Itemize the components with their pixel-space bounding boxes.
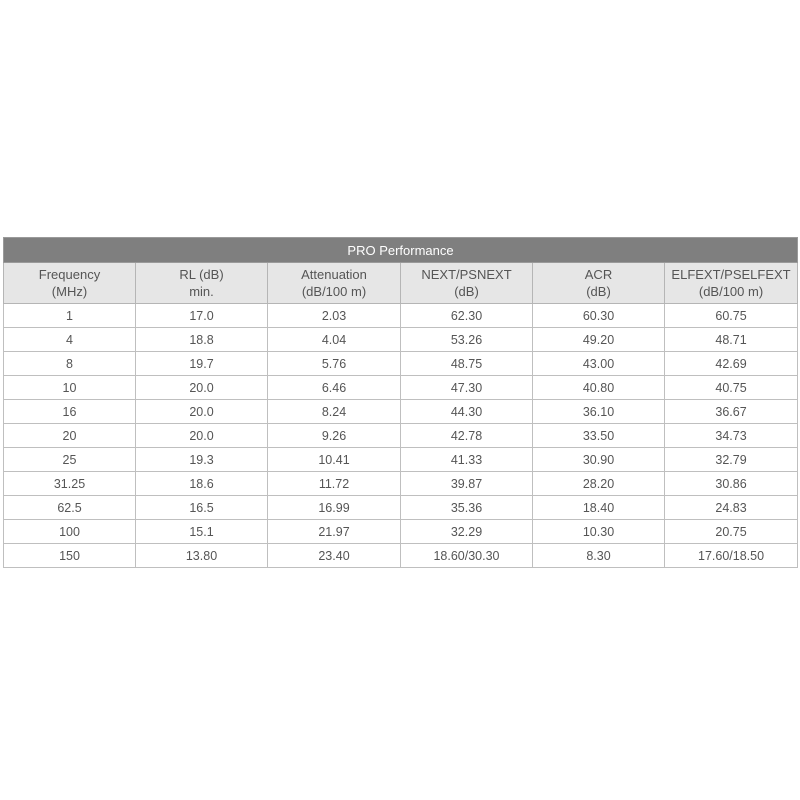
table-row (4, 544, 798, 568)
table-row (4, 424, 798, 448)
cell-attenuation: 6.46 (268, 376, 401, 400)
header-frequency-line2: (MHz) (51, 284, 88, 299)
cell-next: 44.30 (401, 400, 533, 424)
cell-next: 35.36 (401, 496, 533, 520)
table-row (4, 400, 798, 424)
cell-acr: 18.40 (533, 496, 665, 520)
cell-frequency: 10 (4, 376, 136, 400)
cell-frequency: 16 (4, 400, 136, 424)
cell-acr: 8.30 (533, 544, 665, 568)
table-row (4, 448, 798, 472)
cell-frequency: 31.25 (4, 472, 136, 496)
cell-next: 53.26 (401, 328, 533, 352)
header-attenuation-line2: (dB/100 m) (301, 284, 367, 299)
cell-frequency: 4 (4, 328, 136, 352)
header-frequency (4, 263, 136, 304)
cell-elfext: 34.73 (665, 424, 798, 448)
header-elfext-line2: (dB/100 m) (698, 284, 764, 299)
cell-acr: 30.90 (533, 448, 665, 472)
cell-elfext: 48.71 (665, 328, 798, 352)
table-row (4, 304, 798, 328)
cell-rl: 18.8 (136, 328, 268, 352)
cell-attenuation: 21.97 (268, 520, 401, 544)
cell-attenuation: 23.40 (268, 544, 401, 568)
header-acr-line2: (dB) (586, 284, 611, 299)
cell-rl: 20.0 (136, 376, 268, 400)
cell-attenuation: 2.03 (268, 304, 401, 328)
cell-frequency: 100 (4, 520, 136, 544)
cell-attenuation: 11.72 (268, 472, 401, 496)
cell-acr: 60.30 (533, 304, 665, 328)
table-row (4, 496, 798, 520)
performance-table (3, 237, 798, 568)
header-acr-line1: ACR (584, 267, 613, 282)
cell-next: 62.30 (401, 304, 533, 328)
header-attenuation-line1: Attenuation (301, 267, 367, 282)
cell-rl: 19.7 (136, 352, 268, 376)
cell-acr: 33.50 (533, 424, 665, 448)
cell-acr: 43.00 (533, 352, 665, 376)
cell-elfext: 36.67 (665, 400, 798, 424)
table-row (4, 472, 798, 496)
cell-attenuation: 8.24 (268, 400, 401, 424)
table-row (4, 352, 798, 376)
cell-next: 48.75 (401, 352, 533, 376)
performance-table-container (3, 237, 797, 568)
cell-elfext: 32.79 (665, 448, 798, 472)
title-row (4, 238, 798, 263)
cell-attenuation: 9.26 (268, 424, 401, 448)
cell-frequency: 20 (4, 424, 136, 448)
cell-next: 18.60/30.30 (401, 544, 533, 568)
cell-next: 47.30 (401, 376, 533, 400)
cell-elfext: 24.83 (665, 496, 798, 520)
cell-rl: 13.80 (136, 544, 268, 568)
cell-frequency: 1 (4, 304, 136, 328)
header-elfext-pselfext (665, 263, 798, 304)
cell-rl: 16.5 (136, 496, 268, 520)
cell-frequency: 25 (4, 448, 136, 472)
cell-attenuation: 4.04 (268, 328, 401, 352)
cell-attenuation: 10.41 (268, 448, 401, 472)
table-row (4, 520, 798, 544)
header-attenuation (268, 263, 401, 304)
cell-frequency: 150 (4, 544, 136, 568)
header-rl-line1: RL (dB) (179, 267, 224, 282)
table-row (4, 328, 798, 352)
cell-next: 39.87 (401, 472, 533, 496)
cell-acr: 36.10 (533, 400, 665, 424)
cell-rl: 17.0 (136, 304, 268, 328)
cell-next: 41.33 (401, 448, 533, 472)
cell-elfext: 40.75 (665, 376, 798, 400)
cell-rl: 19.3 (136, 448, 268, 472)
cell-next: 42.78 (401, 424, 533, 448)
cell-rl: 18.6 (136, 472, 268, 496)
cell-acr: 28.20 (533, 472, 665, 496)
table-row (4, 376, 798, 400)
cell-frequency: 62.5 (4, 496, 136, 520)
cell-acr: 10.30 (533, 520, 665, 544)
cell-frequency: 8 (4, 352, 136, 376)
header-rl (136, 263, 268, 304)
cell-rl: 20.0 (136, 400, 268, 424)
header-next-line2: (dB) (454, 284, 479, 299)
cell-elfext: 42.69 (665, 352, 798, 376)
cell-elfext: 20.75 (665, 520, 798, 544)
cell-acr: 49.20 (533, 328, 665, 352)
table-title: PRO Performance (4, 238, 798, 263)
cell-elfext: 30.86 (665, 472, 798, 496)
cell-attenuation: 5.76 (268, 352, 401, 376)
header-row (4, 263, 798, 304)
header-elfext-line1: ELFEXT/PSELFEXT (671, 267, 791, 282)
cell-elfext: 60.75 (665, 304, 798, 328)
cell-next: 32.29 (401, 520, 533, 544)
cell-attenuation: 16.99 (268, 496, 401, 520)
header-rl-line2: min. (189, 284, 214, 299)
header-next-line1: NEXT/PSNEXT (421, 267, 512, 282)
cell-acr: 40.80 (533, 376, 665, 400)
header-next-psnext (401, 263, 533, 304)
cell-rl: 20.0 (136, 424, 268, 448)
header-frequency-line1: Frequency (38, 267, 101, 282)
cell-elfext: 17.60/18.50 (665, 544, 798, 568)
header-acr (533, 263, 665, 304)
cell-rl: 15.1 (136, 520, 268, 544)
